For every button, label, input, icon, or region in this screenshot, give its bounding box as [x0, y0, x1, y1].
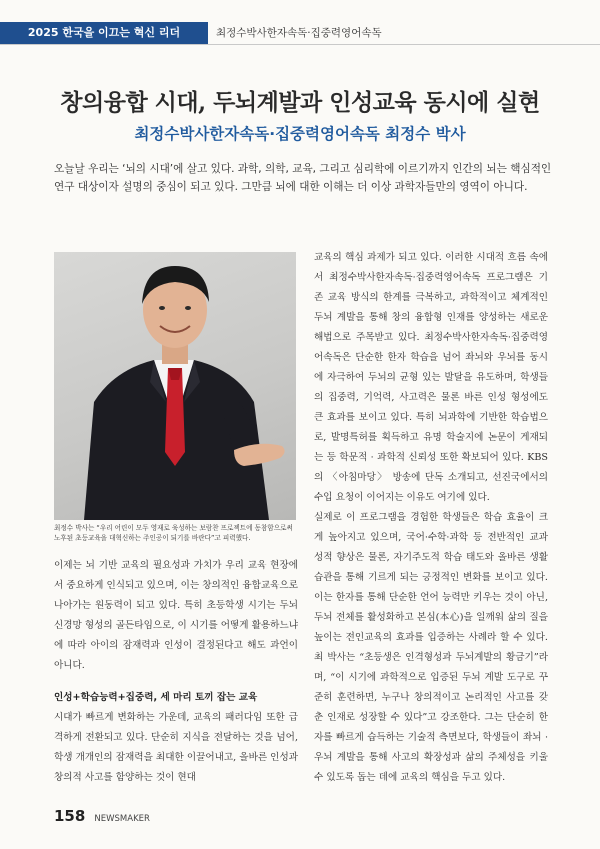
article-lead: 오늘날 우리는 ‘뇌의 시대’에 살고 있다. 과학, 의학, 교육, 그리고 심리학에 이르기까지 인간의 뇌는 핵심적인 연구 대상이자 설명의 중심이 되고 있다. 그만큼 뇌에 대한 이해는 더 이상 과학자들만의 영역이 아니다. — [54, 163, 552, 193]
article-title: 창의융합 시대, 두뇌계발과 인성교육 동시에 실현 — [60, 89, 540, 116]
article-column-left — [54, 556, 298, 788]
article-subtitle: 최정수박사한자속독·집중력영어속독 최정수 박사 — [134, 125, 466, 143]
page-number: 158 — [54, 807, 86, 825]
article-column-right — [314, 248, 548, 788]
paragraph: 실제로 이 프로그램을 경험한 학생들은 학습 효율이 크게 높아지고 있으며, 국어·수학·과학 등 전반적인 교과 성적 향상은 물론, 자기주도적 학습 태도와 올바른 생활 습관을 통해 기르게 되는 긍정적인 변화를 보이고 있다. 이는 한자를 통해 단순한 언어 능력만 키우는 것이 아닌, 두뇌 전체를 활성화하고 본심(本心)을 일깨워 삶의 질을 높이는 전인교육의 효과를 입증하는 사례라 할 수 있다. 최 박사는 “초등생은 인격형성과 두뇌계발의 황금기”라며, “이 시기에 과학적으로 입증된 두뇌 계발 도구로 꾸준히 훈련하면, 누구나 창의적이고 논리적인 사고를 갖춘 인재로 성장할 수 있다”고 강조한다. 그는 단순히 한자를 빠르게 습득하는 기술적 측면보다, 학생들이 좌뇌 · 우뇌 계발을 통해 사고의 확장성과 삶의 주체성을 키울 수 있도록 돕는 데에 교육의 핵심을 두고 있다. — [314, 512, 548, 783]
section-tag: 2025 한국을 이끄는 혁신 리더 — [0, 22, 208, 44]
header-divider — [0, 44, 600, 45]
portrait-photo — [54, 252, 296, 520]
paragraph: 이제는 뇌 기반 교육의 필요성과 가치가 우리 교육 현장에서 중요하게 인식되고 있으며, 이는 창의적인 융합교육으로 나아가는 원동력이 되고 있다. 특히 초등학생 시기는 두뇌 신경망 형성의 골든타임으로, 이 시기를 어떻게 활용하느냐에 따라 아이의 잠재력과 인성이 결정된다고 해도 과언이 아니다. — [54, 560, 298, 671]
magazine-name: NEWSMAKER — [94, 814, 150, 824]
section-subtitle: 최정수박사한자속독·집중력영어속독 — [216, 27, 382, 39]
photo-caption: 최정수 박사는 “우리 어린이 모두 영재로 육성하는 보람찬 프로젝트에 동참함으로써 노후된 초등교육을 대혁신하는 주인공이 되기를 바란다”고 피력했다. — [54, 524, 293, 542]
section-header — [0, 22, 600, 44]
paragraph: 시대가 빠르게 변화하는 가운데, 교육의 패러다임 또한 급격하게 전환되고 있다. 단순히 지식을 전달하는 것을 넘어, 학생 개개인의 잠재력을 최대한 이끌어내고, 올바른 인성과 창의적 사고를 함양하는 것이 현대 — [54, 712, 298, 783]
paragraph: 교육의 핵심 과제가 되고 있다. 이러한 시대적 흐름 속에서 최정수박사한자속독·집중력영어속독 프로그램은 기존 교육 방식의 한계를 극복하고, 과학적이고 체계적인 두뇌 계발을 통해 창의 융합형 인재를 양성하는 새로운 해법으로 주목받고 있다. 최정수박사한자속독·집중력영어속독은 단순한 한자 학습을 넘어 좌뇌와 우뇌를 동시에 자극하여 두뇌의 균형 있는 발달을 유도하며, 학생들의 집중력, 기억력, 사고력은 물론 바른 인성 형성에도 큰 효과를 보이고 있다. 특히 뇌과학에 기반한 학습법으로, 발명특허를 획득하고 유명 학술지에 논문이 게재되는 등 학문적 · 과학적 신뢰성 또한 확보되어 있다. KBS의 〈아침마당〉 방송에 단독 소개되고, 선진국에서의 수입 요청이 이어지는 이유도 여기에 있다. — [314, 252, 548, 503]
person-illustration — [54, 252, 296, 520]
page-footer — [54, 806, 150, 826]
section-subheading: 인성+학습능력+집중력, 세 마리 토끼 잡는 교육 — [54, 692, 258, 703]
